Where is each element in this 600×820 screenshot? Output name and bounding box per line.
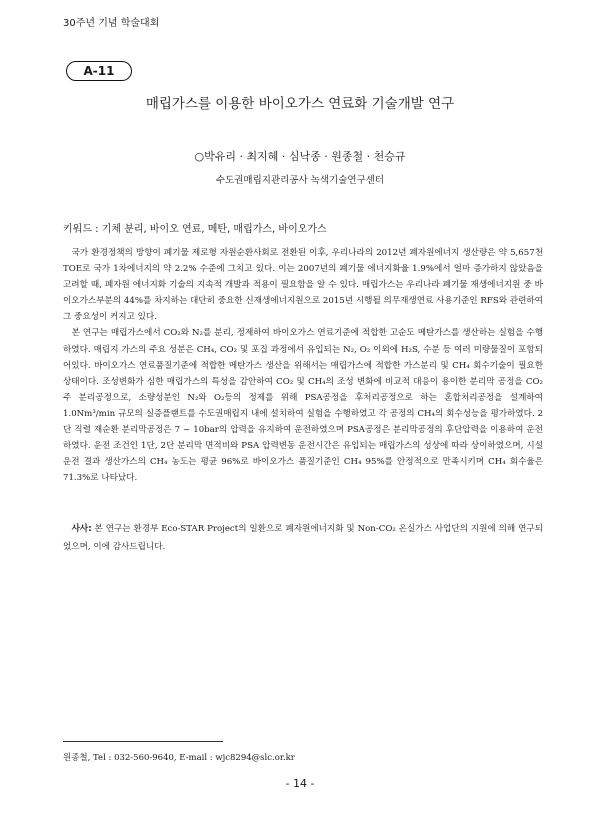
ack-text: 본 연구는 환경부 Eco-STAR Project의 일환으로 폐자원에너지화 및 Non-CO₂ 온실가스 사업단의 지원에 의해 연구되었으며, 이에 감사드립니다.: [63, 524, 543, 552]
abstract-paragraph-2: 본 연구는 매립가스에서 CO₂와 N₂를 분리, 정제하여 바이오가스 연료기준에 적합한 고순도 메탄가스를 생산하는 실험을 수행하였다. 매립지 가스의 주요 성분은 CH₄, CO₂ 및 포집 과정에서 유입되는 N₂, O₂ 이외에 H₂S, 수분 등 여러 미량물질이 포함되어있다. 바이오가스 연료품질기준에 적합한 메탄가스 생산을 위해서는 매립가스에 적합한 가스분리 및 CH₄ 회수기술이 필요한 상태이다. 조성변화가 심한 매립가스의 특성을 감안하여 CO₂ 및 CH₄의 조성 변화에 비교적 대응이 용이한 분리막 공정을 CO₂ 주 분리공정으로, 소량성분인 N₂와 O₂등의 정제를 위해 PSA공정을 후처리공정으로 하는 혼합처리공정을 설계하여 1.0Nm³/min 규모의 실증플랜트를 수도권매립지 내에 설치하여 실험을 수행하였고 각 공정의 CH₄의 회수성능을 평가하였다. 2단 직렬 재순환 분리막공정은 7 ~ 10bar의 압력을 유지하여 운전하였으며 PSA공정은 분리막공정의 후단압력을 이용하여 운전하였다. 운전 조건인 1단, 2단 분리막 면적비와 PSA 압력변동 운전시간은 유입되는 매립가스의 성상에 따라 상이하였으며, 시설 운전 결과 생산가스의 CH₄ 농도는 평균 96%로 바이오가스 품질기준인 CH₄ 95%를 안정적으로 만족시키며 CH₄ 회수율은 71.3%로 나타났다.: [63, 328, 543, 484]
acknowledgement: [63, 521, 543, 556]
keywords-text: 기체 분리, 바이오 연료, 메탄, 매립가스, 바이오가스: [101, 224, 327, 235]
paper-title: 매립가스를 이용한 바이오가스 연료화 기술개발 연구: [145, 96, 455, 112]
corresponding-author-footnote: 원종철, Tel : 032-560-9640, E-mail : wjc8294@slc.or.kr: [63, 753, 295, 763]
abstract-paragraph-1: 국가 환경정책의 방향이 폐기물 제로형 자원순환사회로 전환된 이후, 우리나라의 2012년 폐자원에너지 생산량은 약 5,657천 TOE로 국가 1차에너지의 약 2.2% 수준에 그치고 있다. 이는 2007년의 폐기물 에너지화율 1.9%에서 얼마 증가하지 않았음을 고려할 때, 폐자원 에너지화 기술의 지속적 개발과 적용이 필요함을 알 수 있다. 매립가스는 우리나라 폐기물 재생에너지원 중 바이오가스부분의 44%를 차지하는 대단히 중요한 신재생에너지원으로 2015년 시행될 의무재생연료 사용기준인 RFS와 관련하여 그 중요성이 커지고 있다.: [63, 248, 543, 323]
keywords-label: 키워드 :: [63, 224, 99, 235]
footnote-divider: [63, 741, 223, 742]
page-number: - 14 -: [285, 777, 315, 790]
affiliation: 수도권매립지관리공사 녹색기술연구센터: [215, 175, 385, 186]
author-list: ○박유리 · 최지혜 · 심낙종 · 원종철 · 천승규: [194, 150, 406, 163]
keywords-line: [63, 220, 327, 235]
ack-label: 사사:: [71, 524, 92, 534]
session-code-badge: A-11: [66, 61, 132, 81]
abstract-body: [63, 245, 543, 486]
conference-header: 30주년 기념 학술대회: [63, 18, 160, 29]
